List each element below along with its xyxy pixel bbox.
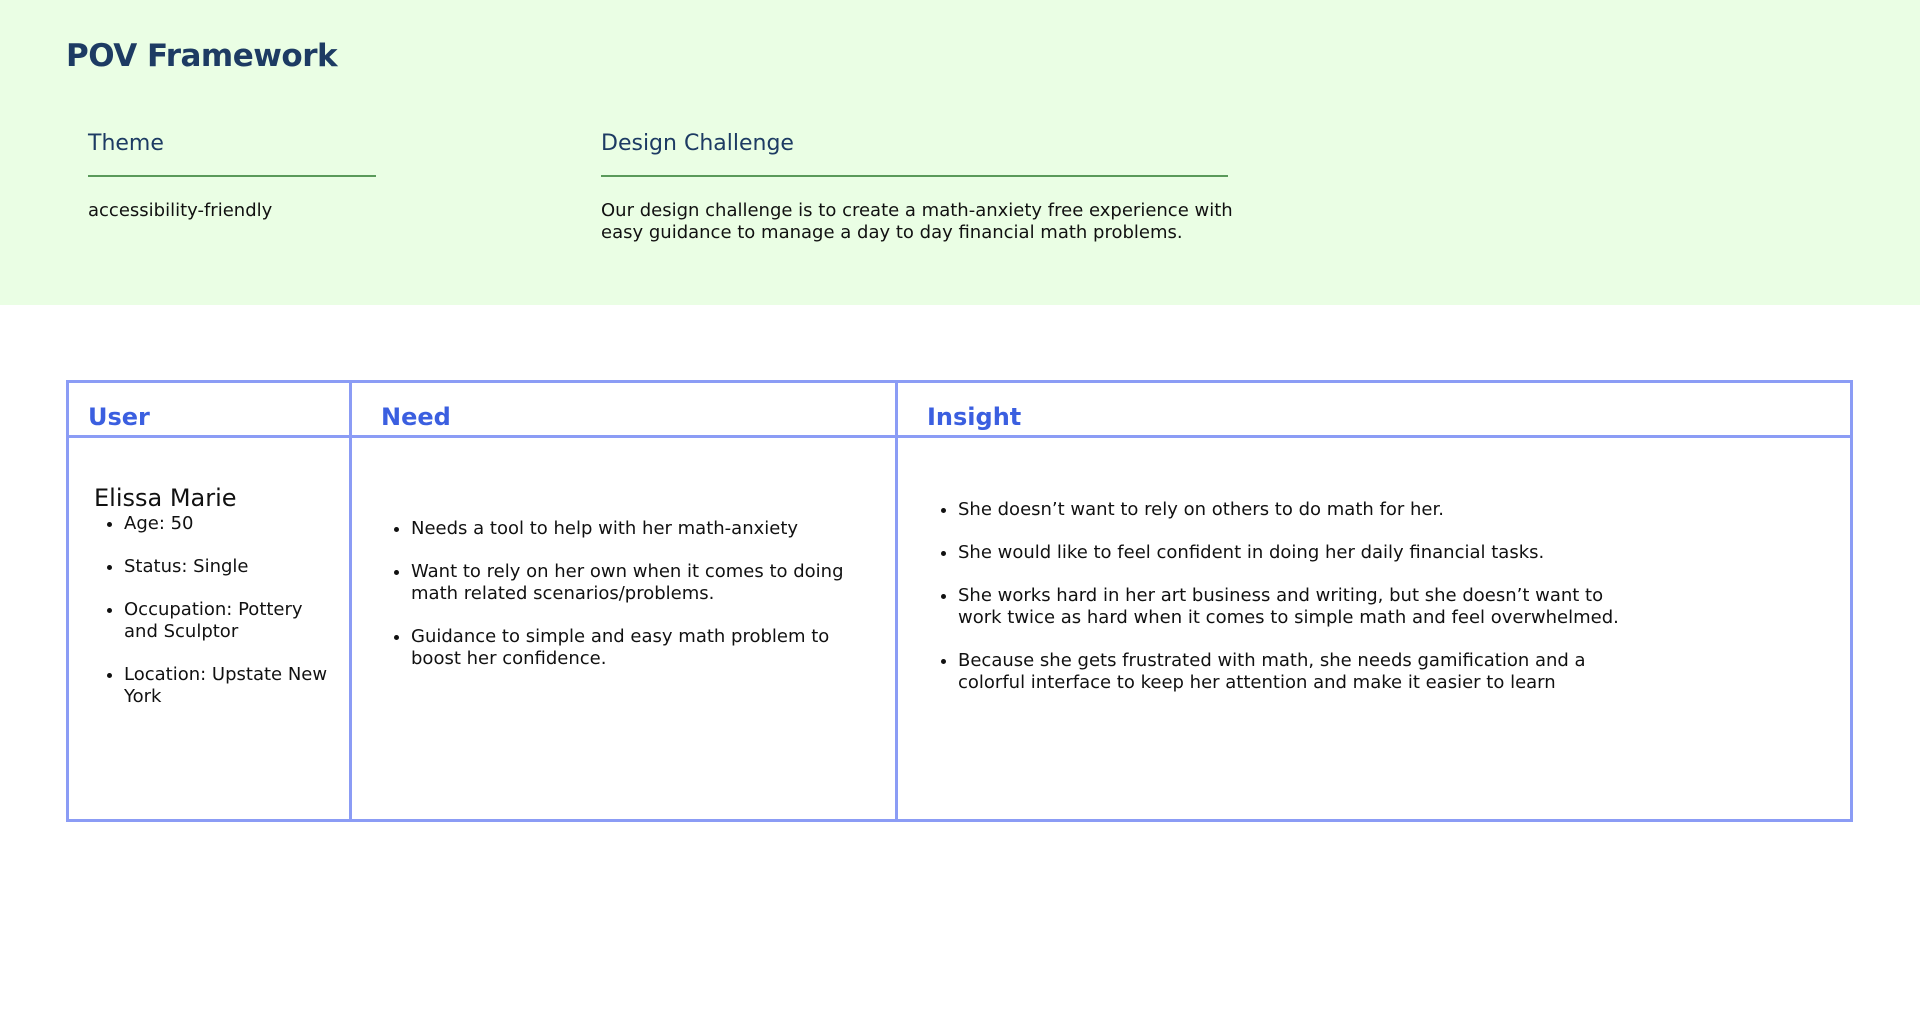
list-item: • Guidance to simple and easy math problem to boost her confidence. (411, 626, 871, 670)
list-item: • She works hard in her art business and writing, but she doesn’t want to work twice as hard when it comes to simple math and feel overwhelmed. (958, 585, 1648, 629)
design-challenge-divider (601, 175, 1228, 177)
theme-divider (88, 175, 376, 177)
list-item: • She would like to feel confident in doing her daily financial tasks. (958, 542, 1648, 564)
list-item: • Because she gets frustrated with math, she needs gamification and a colorful interface to keep her attention and make it easier to learn (958, 650, 1648, 694)
need-column-header: Need (381, 403, 451, 431)
insight-cell (928, 499, 1648, 715)
page-title: POV Framework (66, 38, 338, 74)
column-divider (895, 383, 898, 819)
user-cell (94, 484, 329, 729)
design-challenge-text: Our design challenge is to create a math-anxiety free experience with easy guidance to manage a day to day financial math problems. (601, 200, 1233, 243)
list-item: • She doesn’t want to rely on others to do math for her. (958, 499, 1648, 521)
pov-table (66, 380, 1853, 822)
need-cell (381, 518, 871, 691)
theme-heading: Theme (88, 131, 164, 156)
column-divider (349, 383, 352, 819)
user-details-list (94, 513, 329, 708)
user-name: Elissa Marie (94, 484, 237, 512)
theme-text: accessibility-friendly (88, 200, 273, 221)
insights-list (928, 499, 1648, 694)
user-column-header: User (88, 403, 150, 431)
needs-list (381, 518, 871, 670)
list-item: • Age: 50 (124, 513, 329, 535)
list-item: • Status: Single (124, 556, 329, 578)
list-item: • Occupation: Pottery and Sculptor (124, 599, 329, 643)
list-item: • Location: Upstate New York (124, 664, 329, 708)
design-challenge-heading: Design Challenge (601, 131, 794, 156)
header-row-divider (69, 435, 1850, 438)
insight-column-header: Insight (927, 403, 1022, 431)
list-item: • Want to rely on her own when it comes to doing math related scenarios/problems. (411, 561, 871, 605)
list-item: • Needs a tool to help with her math-anxiety (411, 518, 871, 540)
